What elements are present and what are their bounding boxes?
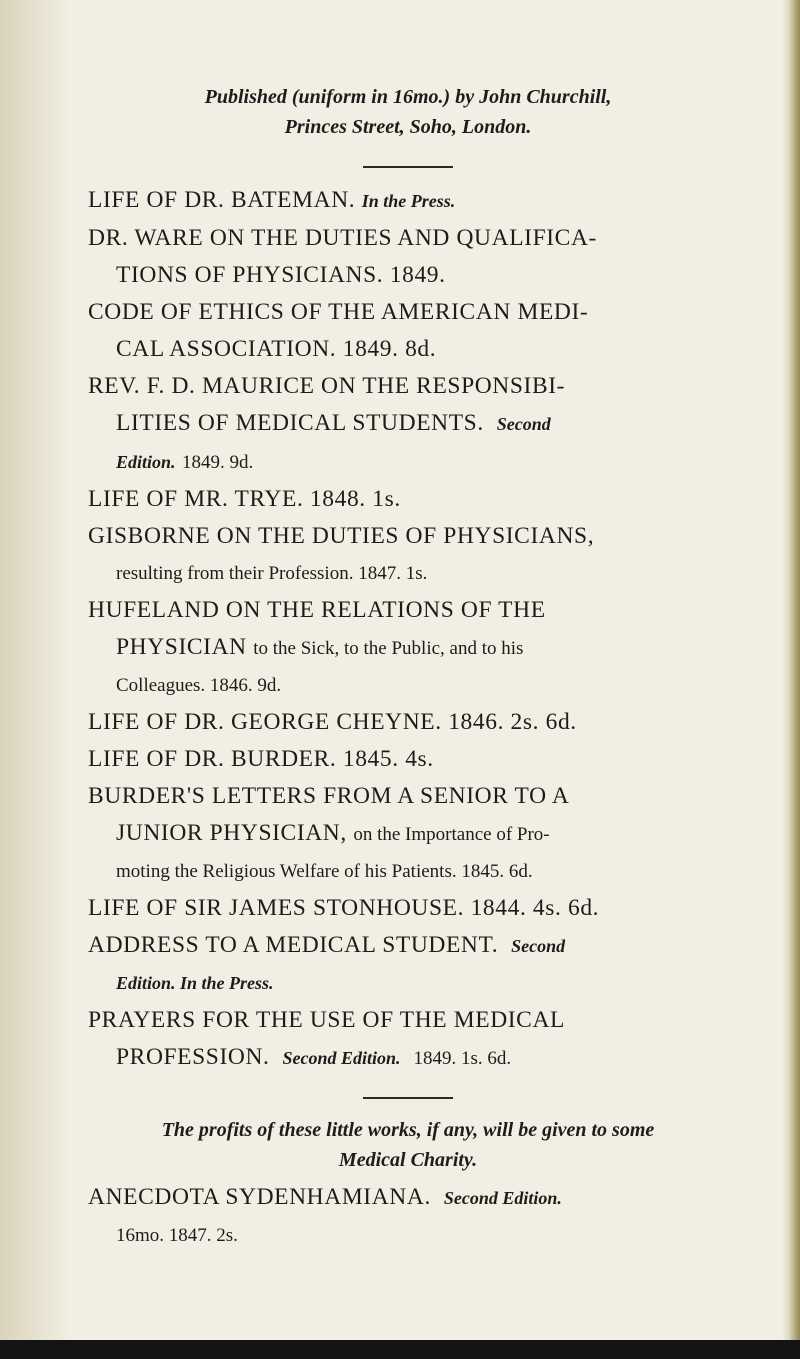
entry-description-cont: Colleagues. 1846. 9d. bbox=[116, 675, 282, 696]
note-line-2: Medical Charity. bbox=[338, 1149, 478, 1171]
entry-title-cont: PHYSICIAN bbox=[116, 634, 247, 660]
book-entry bbox=[88, 1002, 728, 1077]
entry-description: to the Sick, to the Public, and to his bbox=[253, 638, 524, 659]
entry-title: ADDRESS TO A MEDICAL STUDENT. bbox=[88, 932, 499, 958]
book-entry bbox=[88, 592, 728, 704]
entry-title-cont: TIONS OF PHYSICIANS. 1849. bbox=[116, 262, 446, 288]
entry-line-2 bbox=[88, 629, 728, 667]
entry-line-2 bbox=[88, 1039, 728, 1077]
entry-line-2 bbox=[88, 405, 728, 443]
entry-title-cont: CAL ASSOCIATION. 1849. 8d. bbox=[116, 336, 437, 362]
divider-rule bbox=[363, 1097, 453, 1099]
entry-title: LIFE OF DR. BATEMAN. bbox=[88, 187, 356, 213]
book-list bbox=[88, 182, 728, 1077]
entry-edition: Second bbox=[511, 936, 566, 956]
book-entry bbox=[88, 294, 728, 368]
book-entry bbox=[88, 1179, 728, 1254]
book-entry bbox=[88, 927, 728, 1002]
entry-title: LIFE OF MR. TRYE. 1848. 1s. bbox=[88, 486, 401, 512]
book-entry bbox=[88, 890, 728, 927]
entry-price: 1849. 9d. bbox=[182, 452, 254, 473]
book-entry bbox=[88, 704, 728, 741]
entry-title-cont: JUNIOR PHYSICIAN, bbox=[116, 820, 347, 846]
book-entry bbox=[88, 481, 728, 518]
page-spine-shadow bbox=[0, 0, 70, 1359]
entry-edition: Second Edition. bbox=[443, 1188, 562, 1208]
note-line-1: The profits of these little works, if any, will be given to some bbox=[161, 1119, 655, 1141]
header-line-1: Published (uniform in 16mo.) by John Churchill, bbox=[204, 86, 612, 108]
entry-title: LIFE OF DR. GEORGE CHEYNE. 1846. 2s. 6d. bbox=[88, 709, 577, 735]
divider-rule bbox=[363, 166, 453, 168]
entry-title: BURDER'S LETTERS FROM A SENIOR TO A bbox=[88, 783, 570, 809]
charity-note bbox=[88, 1115, 728, 1175]
entry-description: on the Importance of Pro- bbox=[353, 824, 550, 845]
entry-title: REV. F. D. MAURICE ON THE RESPONSIBI- bbox=[88, 373, 566, 399]
entry-title: ANECDOTA SYDENHAMIANA. bbox=[88, 1184, 431, 1210]
entry-title: GISBORNE ON THE DUTIES OF PHYSICIANS, bbox=[88, 523, 595, 549]
entry-note: In the Press. bbox=[361, 191, 456, 211]
entry-title: CODE OF ETHICS OF THE AMERICAN MEDI- bbox=[88, 299, 589, 325]
entry-title-cont: LITIES OF MEDICAL STUDENTS. bbox=[116, 410, 484, 436]
entry-price: 1849. 1s. 6d. bbox=[413, 1048, 512, 1069]
book-entry bbox=[88, 182, 728, 220]
entry-title: HUFELAND ON THE RELATIONS OF THE bbox=[88, 597, 546, 623]
entry-title: DR. WARE ON THE DUTIES AND QUALIFICA- bbox=[88, 225, 597, 251]
book-entry bbox=[88, 220, 728, 294]
entry-price: 16mo. 1847. 2s. bbox=[116, 1225, 238, 1246]
bottom-edge bbox=[0, 1340, 800, 1359]
entry-description-cont: moting the Religious Welfare of his Patients. 1845. 6d. bbox=[116, 861, 533, 882]
book-entry bbox=[88, 741, 728, 778]
entry-description: resulting from their Profession. 1847. 1s. bbox=[116, 563, 428, 584]
entry-edition-cont: Edition. In the Press. bbox=[116, 973, 274, 993]
page-edge bbox=[782, 0, 800, 1340]
entry-title: LIFE OF SIR JAMES STONHOUSE. 1844. 4s. 6d. bbox=[88, 895, 600, 921]
publisher-header bbox=[88, 82, 728, 142]
header-line-2: Princes Street, Soho, London. bbox=[284, 116, 532, 138]
book-entry bbox=[88, 518, 728, 592]
entry-edition-cont: Edition. bbox=[116, 452, 176, 472]
advertisement-page bbox=[88, 82, 728, 1254]
entry-title: PRAYERS FOR THE USE OF THE MEDICAL bbox=[88, 1007, 565, 1033]
entry-line-2 bbox=[88, 815, 728, 853]
book-entry bbox=[88, 778, 728, 890]
entry-edition: Second Edition. bbox=[282, 1048, 401, 1068]
entry-line-3 bbox=[88, 443, 728, 481]
entry-edition: Second bbox=[496, 414, 551, 434]
entry-title-cont: PROFESSION. bbox=[116, 1044, 270, 1070]
entry-title: LIFE OF DR. BURDER. 1845. 4s. bbox=[88, 746, 434, 772]
book-entry bbox=[88, 368, 728, 481]
